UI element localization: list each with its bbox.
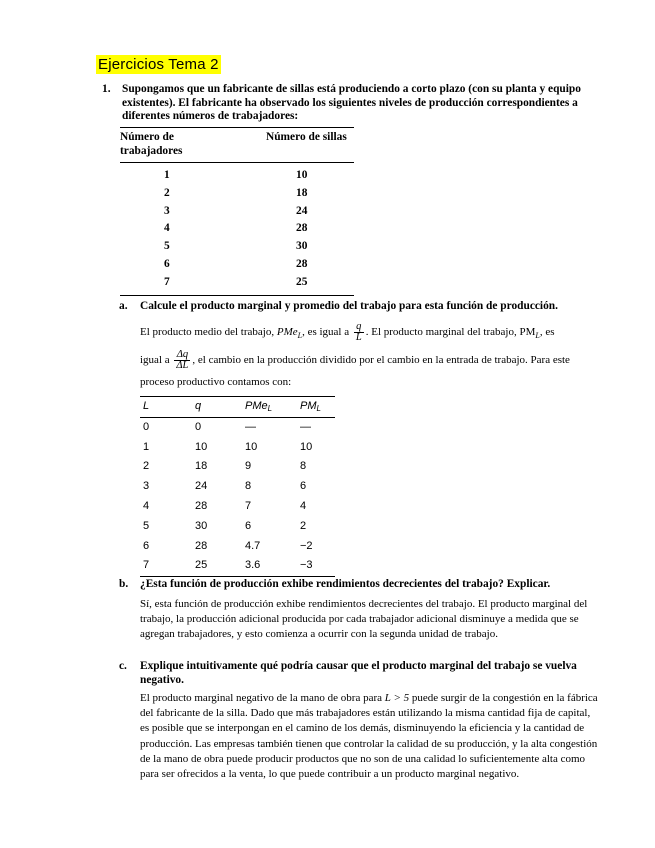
table-row <box>120 238 354 256</box>
cell-q: 28 <box>195 499 208 512</box>
text-span: , es <box>539 326 555 338</box>
answer-a-line-1 <box>140 321 600 343</box>
table-row <box>120 203 354 221</box>
text-span: El producto medio del trabajo, <box>140 326 275 338</box>
cell-q: 24 <box>195 480 208 493</box>
header-pm-sub: L <box>316 404 321 413</box>
fraction-denominator: L <box>355 331 362 343</box>
table-row <box>140 537 335 557</box>
cell-q: 18 <box>195 460 208 473</box>
answer-a-paragraph <box>140 321 600 390</box>
cell-workers: 3 <box>164 204 170 217</box>
text-span: , el cambio en la producción dividido por el cambio en la entrada de trabajo. Para este <box>192 354 570 366</box>
header-l: L <box>143 400 150 412</box>
cell-l: 7 <box>143 559 150 572</box>
cell-l: 1 <box>143 440 150 453</box>
table-row <box>140 517 335 537</box>
cell-q: 10 <box>195 440 208 453</box>
header-pm-text: PM <box>300 400 317 412</box>
cell-workers: 2 <box>164 186 170 199</box>
table-row <box>140 477 335 497</box>
answer-a-line-2 <box>140 347 600 373</box>
cell-q: 0 <box>195 420 202 433</box>
cell-pme: 10 <box>245 440 258 453</box>
cell-l: 0 <box>143 420 150 433</box>
text-span: puede surgir de la congestión en la fábrica del fabricante de la silla. Dado que más trabajadores están utilizando la misma cantidad fija de capital, es posible que se interpongan en el camino de los demás, disminuyendo la eficiencia y la cantidad de producción. Las empresas también tienen que controlar la calidad de su producción, y la alta congestión de la mano de obra puede producir productos que no son de una calidad lo suficientemente alta como para ser ofrecidos a la venta, lo que puede contribuir a un producto marginal negativo. <box>140 692 598 781</box>
cell-q: 28 <box>195 539 208 552</box>
cell-workers: 4 <box>164 222 170 235</box>
cell-pm: 2 <box>300 519 307 532</box>
fraction-numerator: q <box>354 322 364 333</box>
cell-pm: −2 <box>300 539 313 552</box>
text-span: igual a <box>140 354 170 366</box>
cell-l: 6 <box>143 539 150 552</box>
answer-a-line-3: proceso productivo contamos con: <box>140 376 292 388</box>
cell-pme: 4.7 <box>245 539 261 552</box>
condition-expression: L > 5 <box>384 692 410 704</box>
header-pme-text: PMe <box>245 400 268 412</box>
cell-l: 4 <box>143 499 150 512</box>
table-body <box>140 418 335 576</box>
fraction-numerator: Δq <box>174 350 190 361</box>
table-row <box>140 418 335 438</box>
header-pme <box>245 397 272 419</box>
workers-chairs-table <box>120 127 354 296</box>
question-c-label: c. <box>119 660 127 672</box>
table-row <box>120 256 354 274</box>
pm-subscript: L <box>535 331 540 341</box>
cell-pm: 8 <box>300 460 307 473</box>
cell-chairs: 28 <box>296 222 308 235</box>
cell-workers: 6 <box>164 257 170 270</box>
cell-chairs: 28 <box>296 257 308 270</box>
cell-q: 25 <box>195 559 208 572</box>
fraction-delta-q-over-delta-l <box>174 350 190 371</box>
cell-chairs: 18 <box>296 186 308 199</box>
cell-l: 2 <box>143 460 150 473</box>
cell-pm: 6 <box>300 480 307 493</box>
header-workers: Número de trabajadores <box>120 131 183 157</box>
product-table <box>140 396 335 577</box>
page-title: Ejercicios Tema 2 <box>98 56 219 73</box>
cell-chairs: 10 <box>296 169 308 181</box>
cell-chairs: 30 <box>296 240 308 253</box>
pme-symbol: PMe <box>276 326 298 338</box>
cell-pme: — <box>245 420 256 433</box>
cell-pme: 8 <box>245 480 252 493</box>
header-pme-sub: L <box>267 404 273 413</box>
table-header <box>140 397 335 417</box>
cell-pm: 10 <box>300 440 313 453</box>
cell-l: 3 <box>143 480 150 493</box>
fraction-denominator: ΔL <box>176 359 189 371</box>
pme-subscript: L <box>297 331 303 341</box>
cell-chairs: 24 <box>296 204 308 217</box>
question-b-text: ¿Esta función de producción exhibe rendimientos decrecientes del trabajo? Explicar. <box>140 578 551 590</box>
cell-workers: 5 <box>164 240 170 253</box>
table-row <box>140 438 335 458</box>
table-row <box>120 274 354 292</box>
table-row <box>140 497 335 517</box>
text-span: . El producto marginal del trabajo, PM <box>365 326 536 338</box>
table-row <box>120 185 354 203</box>
question-1-number: 1. <box>102 83 111 95</box>
cell-pme: 7 <box>245 499 252 512</box>
cell-pme: 6 <box>245 519 252 532</box>
table-row <box>120 167 354 185</box>
question-a-label: a. <box>119 300 128 312</box>
table-rule <box>120 295 354 296</box>
table-row <box>140 556 335 576</box>
header-chairs: Número de sillas <box>266 131 347 143</box>
cell-pm: 4 <box>300 499 307 512</box>
fraction-q-over-l <box>354 322 364 343</box>
question-b-label: b. <box>119 578 129 590</box>
answer-c-paragraph <box>140 691 600 782</box>
header-pm <box>300 397 321 419</box>
cell-workers: 7 <box>164 275 170 288</box>
cell-workers: 1 <box>164 169 170 181</box>
question-1-text: Supongamos que un fabricante de sillas está produciendo a corto plazo (con su planta y equipo existentes). El fabricante ha observado los siguientes niveles de producción correspondientes a diferentes números de trabajadores: <box>122 83 581 122</box>
cell-pme: 3.6 <box>245 559 261 572</box>
table-header <box>120 128 354 162</box>
cell-pm: — <box>300 420 311 433</box>
cell-l: 5 <box>143 519 150 532</box>
question-c-text: Explique intuitivamente qué podría causar que el producto marginal del trabajo se vuelva negativo. <box>140 660 577 686</box>
question-a-text: Calcule el producto marginal y promedio del trabajo para esta función de producción. <box>140 300 558 312</box>
text-span: , es igual a <box>302 326 350 338</box>
table-body <box>120 163 354 295</box>
cell-pme: 9 <box>245 460 252 473</box>
header-q: q <box>195 400 202 412</box>
table-row <box>140 457 335 477</box>
text-span: El producto marginal negativo de la mano de obra para <box>140 692 383 704</box>
cell-chairs: 25 <box>296 275 308 288</box>
table-row <box>120 220 354 238</box>
cell-pm: −3 <box>300 559 313 572</box>
cell-q: 30 <box>195 519 208 532</box>
answer-b-paragraph: Sí, esta función de producción exhibe rendimientos decrecientes del trabajo. El producto marginal del trabajo, la producción adicional producida por cada trabajador adicional disminuye a medida que se agregan trabajadores, y esto comienza a ocurrir con la segunda unidad de trabajo. <box>140 598 588 641</box>
